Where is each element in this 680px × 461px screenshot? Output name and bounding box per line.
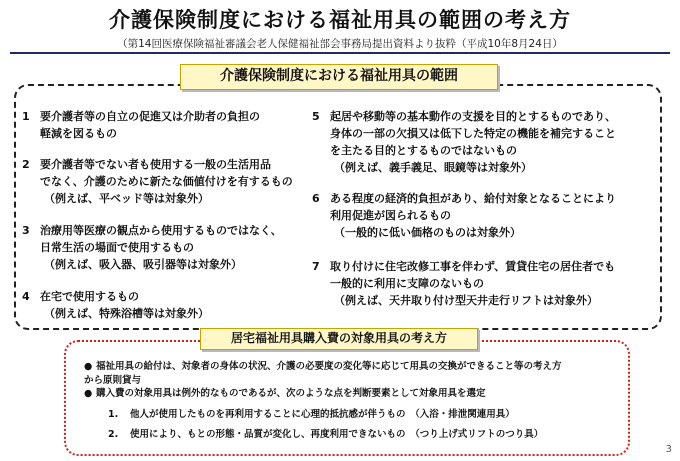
criterion-text-line: （例えば、吸入器、吸引器等は対象外） bbox=[44, 258, 242, 271]
purchase-section-title: 居宅福祉用具購入費の対象用具の考え方 bbox=[200, 328, 478, 350]
subitem-number: 2. bbox=[108, 429, 119, 440]
criterion-text-line: 要介護者等でない者も使用する一般の生活用品 bbox=[40, 158, 271, 171]
criterion-item bbox=[312, 108, 616, 176]
criterion-item bbox=[22, 222, 282, 273]
bullet-icon: ● bbox=[84, 388, 93, 399]
bullet-text-line: から原則貸与 bbox=[84, 375, 142, 386]
criterion-number: 4 bbox=[22, 290, 30, 303]
criterion-text-line: （例えば、特殊浴槽等は対象外） bbox=[44, 307, 209, 320]
criterion-item bbox=[312, 258, 615, 309]
criterion-text-line: 軽減を図るもの bbox=[40, 127, 117, 140]
criterion-text-line: でなく、介護のために新たな価値付けを有するもの bbox=[40, 175, 293, 188]
criterion-number: 2 bbox=[22, 158, 30, 171]
criterion-text-line: （例えば、義手義足、眼鏡等は対象外） bbox=[334, 161, 532, 174]
title-divider bbox=[10, 52, 670, 54]
criterion-item bbox=[22, 288, 209, 322]
criterion-text-line: 身体の一部の欠損又は低下した特定の機能を補完すること bbox=[330, 127, 616, 140]
criterion-text-line: （例えば、平ベッド等は対象外） bbox=[44, 192, 209, 205]
criterion-text-line: 治療用等医療の観点から使用するものではなく、 bbox=[40, 224, 282, 237]
bullet-text-line: 購入費の対象用具は例外的なものであるが、次のような点を判断要素として対象用具を選定 bbox=[96, 388, 486, 399]
criterion-number: 1 bbox=[22, 110, 30, 123]
subitem-text: 他人が使用したものを再利用することに心理的抵抗感が伴うもの （入浴・排泄関連用具） bbox=[130, 409, 515, 420]
criterion-text-line: 日常生活の場面で使用するもの bbox=[40, 241, 194, 254]
criterion-item bbox=[22, 108, 260, 142]
subitem-number: 1. bbox=[108, 409, 119, 420]
criterion-item bbox=[312, 190, 616, 241]
criterion-text-line: 在宅で使用するもの bbox=[40, 290, 139, 303]
bullet-icon: ● bbox=[84, 361, 93, 372]
criterion-text-line: を主たる目的とするものではないもの bbox=[330, 144, 517, 157]
criterion-number: 7 bbox=[312, 260, 320, 273]
page-title: 介護保険制度における福祉用具の範囲の考え方 bbox=[109, 8, 571, 32]
subitem-text: 使用により、もとの形態・品質が変化し、再度利用できないもの （つり上げ式リフトのつり具） bbox=[130, 429, 544, 440]
criterion-text-line: 要介護者等の自立の促進又は介助者の負担の bbox=[40, 110, 260, 123]
purchase-subitem bbox=[108, 428, 543, 442]
criterion-item bbox=[22, 156, 293, 207]
source-note: （第14回医療保険福祉審議会老人保健福祉部会事務局提出資料より抜粋（平成10年8月24日） bbox=[117, 38, 563, 50]
criterion-number: 5 bbox=[312, 110, 320, 123]
criterion-text-line: （例えば、天井取り付け型天井走行リフトは対象外） bbox=[334, 294, 598, 307]
criterion-number: 3 bbox=[22, 224, 30, 237]
page-number: 3 bbox=[665, 444, 672, 455]
purchase-bullet bbox=[84, 360, 562, 388]
criterion-text-line: 取り付けに住宅改修工事を伴わず、賃貸住宅の居住者でも bbox=[330, 260, 616, 273]
criterion-text-line: 起居や移動等の基本動作の支援を目的とするものであり、 bbox=[330, 110, 616, 123]
criterion-number: 6 bbox=[312, 192, 320, 205]
criterion-text-line: ある程度の経済的負担があり、給付対象となることにより bbox=[330, 192, 616, 205]
purchase-bullet bbox=[84, 387, 486, 401]
scope-section-title: 介護保険制度における福祉用具の範囲 bbox=[180, 64, 498, 90]
criterion-text-line: （一般的に低い価格のものは対象外） bbox=[334, 226, 521, 239]
purchase-subitem bbox=[108, 408, 515, 422]
criterion-text-line: 利用促進が図られるもの bbox=[330, 209, 451, 222]
bullet-text-line: 福祉用具の給付は、対象者の身体の状況、介護の必要度の変化等に応じて用具の交換ができること等の考え方 bbox=[96, 361, 562, 372]
criterion-text-line: 一般的に利用に支障のないもの bbox=[330, 277, 484, 290]
